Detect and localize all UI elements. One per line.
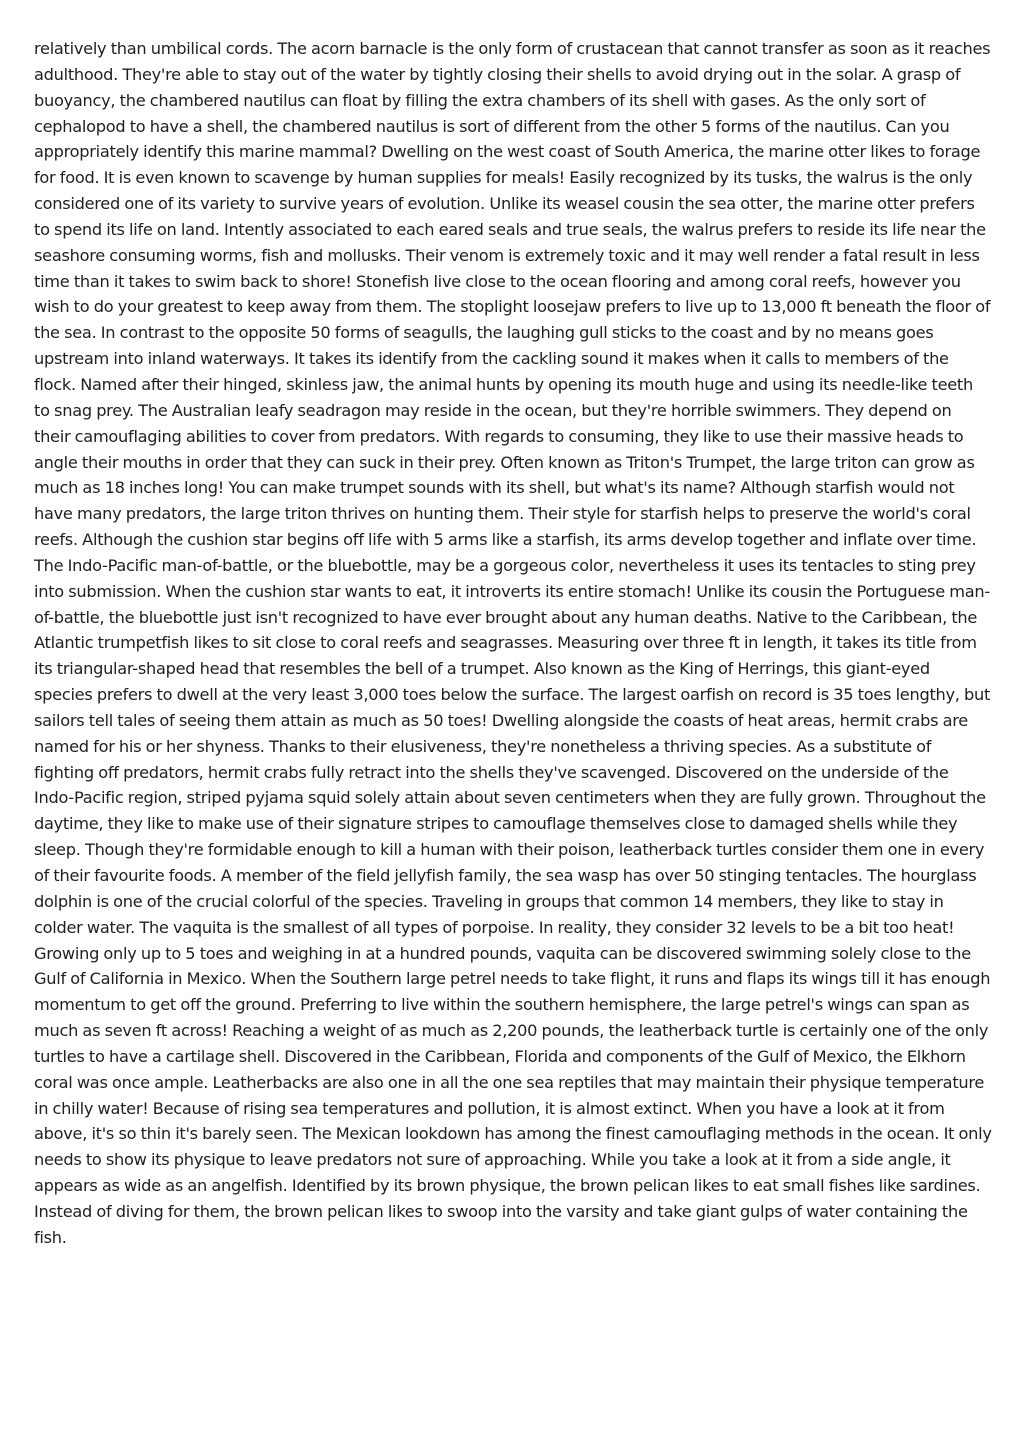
- document-page: [34, 36, 992, 1251]
- body-paragraph: relatively than umbilical cords. The acorn barnacle is the only form of crustacean that cannot transfer as soon as it reaches adulthood. They're able to stay out of the water by tightly closing their shells to avoid drying out in the solar. A grasp of buoyancy, the chambered nautilus can float by filling the extra chambers of its shell with gases. As the only sort of cephalopod to have a shell, the chambered nautilus is sort of different from the other 5 forms of the nautilus. Can you appropriately identify this marine mammal? Dwelling on the west coast of South America, the marine otter likes to forage for food. It is even known to scavenge by human supplies for meals! Easily recognized by its tusks, the walrus is the only considered one of its variety to survive years of evolution. Unlike its weasel cousin the sea otter, the marine otter prefers to spend its life on land. Intently associated to each eared seals and true seals, the walrus prefers to reside its life near the seashore consuming worms, fish and mollusks. Their venom is extremely toxic and it may well render a fatal result in less time than it takes to swim back to shore! Stonefish live close to the ocean flooring and among coral reefs, however you wish to do your greatest to keep away from them. The stoplight loosejaw prefers to live up to 13,000 ft beneath the floor of the sea. In contrast to the opposite 50 forms of seagulls, the laughing gull sticks to the coast and by no means goes upstream into inland waterways. It takes its identify from the cackling sound it makes when it calls to members of the flock. Named after their hinged, skinless jaw, the animal hunts by opening its mouth huge and using its needle-like teeth to snag prey. The Australian leafy seadragon may reside in the ocean, but they're horrible swimmers. They depend on their camouflaging abilities to cover from predators. With regards to consuming, they like to use their massive heads to angle their mouths in order that they can suck in their prey. Often known as Triton's Trumpet, the large triton can grow as much as 18 inches long! You can make trumpet sounds with its shell, but what's its name? Although starfish would not have many predators, the large triton thrives on hunting them. Their style for starfish helps to preserve the world's coral reefs. Although the cushion star begins off life with 5 arms like a starfish, its arms develop together and inflate over time. The Indo-Pacific man-of-battle, or the bluebottle, may be a gorgeous color, nevertheless it uses its tentacles to sting prey into submission. When the cushion star wants to eat, it introverts its entire stomach! Unlike its cousin the Portuguese man-of-battle, the bluebottle just isn't recognized to have ever brought about any human deaths. Native to the Caribbean, the Atlantic trumpetfish likes to sit close to coral reefs and seagrasses. Measuring over three ft in length, it takes its title from its triangular-shaped head that resembles the bell of a trumpet. Also known as the King of Herrings, this giant-eyed species prefers to dwell at the very least 3,000 toes below the surface. The largest oarfish on record is 35 toes lengthy, but sailors tell tales of seeing them attain as much as 50 toes! Dwelling alongside the coasts of heat areas, hermit crabs are named for his or her shyness. Thanks to their elusiveness, they're nonetheless a thriving species. As a substitute of fighting off predators, hermit crabs fully retract into the shells they've scavenged. Discovered on the underside of the Indo-Pacific region, striped pyjama squid solely attain about seven centimeters when they are fully grown. Throughout the daytime, they like to make use of their signature stripes to camouflage themselves close to damaged shells while they sleep. Though they're formidable enough to kill a human with their poison, leatherback turtles consider them one in every of their favourite foods. A member of the field jellyfish family, the sea wasp has over 50 stinging tentacles. The hourglass dolphin is one of the crucial colorful of the species. Traveling in groups that common 14 members, they like to stay in colder water. The vaquita is the smallest of all types of porpoise. In reality, they consider 32 levels to be a bit too heat! Growing only up to 5 toes and weighing in at a hundred pounds, vaquita can be discovered swimming solely close to the Gulf of California in Mexico. When the Southern large petrel needs to take flight, it runs and flaps its wings till it has enough momentum to get off the ground. Preferring to live within the southern hemisphere, the large petrel's wings can span as much as seven ft across! Reaching a weight of as much as 2,200 pounds, the leatherback turtle is certainly one of the only turtles to have a cartilage shell. Discovered in the Caribbean, Florida and components of the Gulf of Mexico, the Elkhorn coral was once ample. Leatherbacks are also one in all the one sea reptiles that may maintain their physique temperature in chilly water! Because of rising sea temperatures and pollution, it is almost extinct. When you have a look at it from above, it's so thin it's barely seen. The Mexican lookdown has among the finest camouflaging methods in the ocean. It only needs to show its physique to leave predators not sure of approaching. While you take a look at it from a side angle, it appears as wide as an angelfish. Identified by its brown physique, the brown pelican likes to eat small fishes like sardines. Instead of diving for them, the brown pelican likes to swoop into the varsity and take giant gulps of water containing the fish.: [34, 39, 992, 1247]
